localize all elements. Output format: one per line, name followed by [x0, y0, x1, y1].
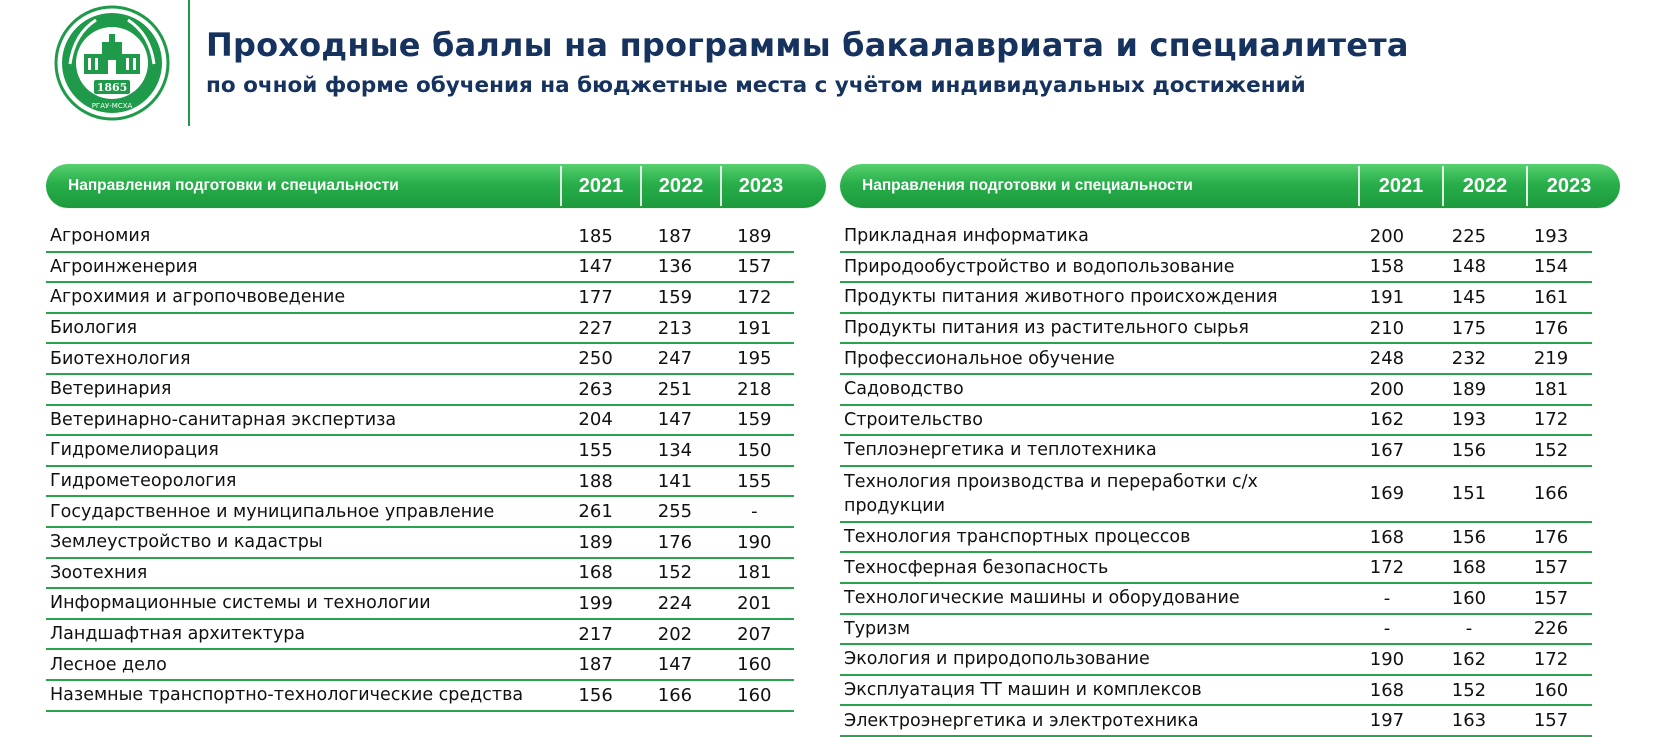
- score-2021: 210: [1369, 317, 1405, 339]
- table-row: [840, 467, 1592, 523]
- score-2021: 227: [578, 317, 613, 339]
- score-2023: 218: [737, 378, 772, 400]
- table-row: [46, 650, 794, 681]
- score-2023: 193: [1533, 225, 1569, 247]
- score-2022: 162: [1451, 648, 1487, 670]
- score-2021: 204: [578, 409, 613, 431]
- score-2022: 213: [657, 317, 693, 339]
- table-row: [840, 584, 1592, 615]
- score-2021: 190: [1369, 648, 1405, 670]
- score-2023: 172: [1533, 409, 1569, 431]
- score-2022: 147: [657, 654, 693, 676]
- score-2023: 190: [737, 531, 772, 553]
- score-2022: 151: [1451, 483, 1487, 505]
- page-title: Проходные баллы на программы бакалавриата и специалитета: [206, 26, 1409, 64]
- score-2021: 158: [1369, 256, 1405, 278]
- score-2023: 150: [737, 439, 772, 461]
- program-name: Гидромелиорация: [50, 440, 219, 461]
- program-name: Природообустройство и водопользование: [844, 256, 1235, 277]
- score-2023: 155: [737, 470, 772, 492]
- score-2021: -: [1383, 618, 1391, 640]
- score-2021: 188: [578, 470, 613, 492]
- score-2021: 197: [1369, 710, 1405, 732]
- score-2021: 217: [578, 623, 613, 645]
- program-name: Ветеринария: [50, 379, 172, 400]
- score-2021: 156: [578, 684, 613, 706]
- score-2022: 251: [657, 378, 693, 400]
- table-right-body: [840, 222, 1620, 737]
- score-2023: 181: [1533, 378, 1569, 400]
- university-logo-icon: [54, 4, 170, 122]
- score-2021: 169: [1369, 483, 1405, 505]
- program-name: Электроэнергетика и электротехника: [844, 710, 1199, 731]
- table-left-body: [46, 222, 826, 712]
- program-name: Ветеринарно-санитарная экспертиза: [50, 409, 397, 430]
- score-2022: 193: [1451, 409, 1487, 431]
- table-row: [46, 620, 794, 651]
- table-row: [46, 222, 794, 253]
- score-2021: 167: [1369, 439, 1405, 461]
- table-row: [46, 375, 794, 406]
- score-2022: 160: [1451, 587, 1487, 609]
- score-2022: 255: [657, 501, 693, 523]
- table-row: [840, 553, 1592, 584]
- score-2021: 263: [578, 378, 613, 400]
- score-2022: 136: [657, 256, 693, 278]
- table-row: [840, 523, 1592, 554]
- table-row: [840, 645, 1592, 676]
- table-row: [840, 706, 1592, 737]
- score-2023: 157: [1533, 587, 1569, 609]
- program-name: Эксплуатация ТТ машин и комплексов: [844, 680, 1202, 701]
- score-2021: 250: [578, 348, 613, 370]
- program-name: Продукты питания из растительного сырья: [844, 318, 1249, 339]
- score-2022: 166: [657, 684, 693, 706]
- score-2021: 261: [578, 501, 613, 523]
- score-2023: 207: [737, 623, 772, 645]
- program-name: Агрохимия и агропочвоведение: [50, 287, 346, 308]
- score-2022: 187: [657, 225, 693, 247]
- score-2023: 154: [1533, 256, 1569, 278]
- header-year-2023: 2023: [720, 166, 800, 206]
- table-right: [840, 164, 1620, 737]
- score-2023: 181: [737, 562, 772, 584]
- program-name: Садоводство: [844, 379, 964, 400]
- table-row: [840, 314, 1592, 345]
- score-2022: 156: [1451, 439, 1487, 461]
- score-2023: 176: [1533, 317, 1569, 339]
- score-2023: 172: [737, 286, 772, 308]
- table-right-header: [840, 164, 1620, 208]
- score-2021: 200: [1369, 225, 1405, 247]
- score-2023: 161: [1533, 286, 1569, 308]
- table-left-header: [46, 164, 826, 208]
- score-2023: 160: [1533, 679, 1569, 701]
- score-2021: 155: [578, 439, 613, 461]
- score-2021: 200: [1369, 378, 1405, 400]
- score-2022: 224: [657, 592, 693, 614]
- program-name: Профессиональное обучение: [844, 348, 1115, 369]
- program-name: Экология и природопользование: [844, 649, 1150, 670]
- table-row: [46, 559, 794, 590]
- score-2021: 172: [1369, 557, 1405, 579]
- score-2023: 195: [737, 348, 772, 370]
- table-row: [46, 283, 794, 314]
- score-2021: 177: [578, 286, 613, 308]
- score-2023: 172: [1533, 648, 1569, 670]
- score-2021: 168: [1369, 679, 1405, 701]
- score-2023: 160: [737, 654, 772, 676]
- score-2023: 191: [737, 317, 772, 339]
- table-row: [840, 615, 1592, 646]
- header-year-2023: 2023: [1526, 166, 1610, 206]
- table-row: [840, 283, 1592, 314]
- program-name: Лесное дело: [50, 654, 167, 675]
- score-2023: 166: [1533, 483, 1569, 505]
- score-2022: 175: [1451, 317, 1487, 339]
- table-row: [46, 344, 794, 375]
- program-name: Зоотехния: [50, 562, 148, 583]
- program-name: Агроинженерия: [50, 256, 198, 277]
- table-row: [46, 497, 794, 528]
- program-name: Техносферная безопасность: [844, 557, 1109, 578]
- table-row: [840, 222, 1592, 253]
- page-subtitle: по очной форме обучения на бюджетные места с учётом индивидуальных достижений: [206, 73, 1306, 98]
- table-row: [46, 528, 794, 559]
- score-2021: 248: [1369, 348, 1405, 370]
- header-name-column: Направления подготовки и специальности: [68, 177, 399, 194]
- score-2023: 157: [737, 256, 772, 278]
- header-year-2021: 2021: [1358, 166, 1442, 206]
- score-2022: 159: [657, 286, 693, 308]
- table-row: [46, 253, 794, 284]
- page-header: [0, 0, 1660, 130]
- score-2023: 226: [1533, 618, 1569, 640]
- table-row: [46, 589, 794, 620]
- program-name: Теплоэнергетика и теплотехника: [844, 440, 1157, 461]
- program-name: Биотехнология: [50, 348, 191, 369]
- score-2023: 152: [1533, 439, 1569, 461]
- table-row: [840, 253, 1592, 284]
- program-name: Технологические машины и оборудование: [844, 588, 1240, 609]
- program-name: Технология производства и переработки с/х продукции: [844, 471, 1258, 516]
- table-row: [46, 436, 794, 467]
- score-2021: 162: [1369, 409, 1405, 431]
- program-name: Прикладная информатика: [844, 226, 1089, 247]
- score-2021: 168: [578, 562, 613, 584]
- score-2022: 168: [1451, 557, 1487, 579]
- program-name: Туризм: [844, 618, 911, 639]
- logo-year: 1865: [96, 81, 128, 94]
- header-year-2022: 2022: [640, 166, 720, 206]
- score-2021: 185: [578, 225, 613, 247]
- header-year-2021: 2021: [560, 166, 640, 206]
- score-2021: -: [1383, 587, 1391, 609]
- table-row: [46, 406, 794, 437]
- score-2021: 168: [1369, 526, 1405, 548]
- score-2022: 148: [1451, 256, 1487, 278]
- table-row: [840, 676, 1592, 707]
- score-2022: 232: [1451, 348, 1487, 370]
- score-2023: 157: [1533, 557, 1569, 579]
- score-2022: 156: [1451, 526, 1487, 548]
- score-2021: 147: [578, 256, 613, 278]
- program-name: Строительство: [844, 409, 983, 430]
- score-2023: 219: [1533, 348, 1569, 370]
- header-year-2022: 2022: [1442, 166, 1526, 206]
- program-name: Землеустройство и кадастры: [50, 532, 323, 553]
- score-2022: 225: [1451, 225, 1487, 247]
- score-2022: 152: [1451, 679, 1487, 701]
- score-2022: -: [1465, 618, 1473, 640]
- score-2023: 201: [737, 592, 772, 614]
- score-2022: 147: [657, 409, 693, 431]
- table-row: [840, 344, 1592, 375]
- header-name-column: Направления подготовки и специальности: [862, 177, 1193, 194]
- table-row: [46, 467, 794, 498]
- program-name: Ландшафтная архитектура: [50, 624, 306, 645]
- score-2022: 145: [1451, 286, 1487, 308]
- program-name: Информационные системы и технологии: [50, 593, 431, 614]
- score-2021: 191: [1369, 286, 1405, 308]
- program-name: Гидрометеорология: [50, 471, 237, 492]
- program-name: Технология транспортных процессов: [844, 527, 1191, 548]
- score-2022: 247: [657, 348, 693, 370]
- program-name: Агрономия: [50, 226, 151, 247]
- table-left: [46, 164, 826, 712]
- score-2023: 176: [1533, 526, 1569, 548]
- score-2023: 189: [737, 225, 772, 247]
- score-2022: 189: [1451, 378, 1487, 400]
- program-name: Биология: [50, 318, 138, 339]
- program-name: Наземные транспортно-технологические средства: [50, 685, 524, 706]
- table-row: [46, 681, 794, 712]
- score-2022: 141: [657, 470, 693, 492]
- score-2022: 202: [657, 623, 693, 645]
- table-row: [46, 314, 794, 345]
- score-2023: 159: [737, 409, 772, 431]
- table-row: [840, 406, 1592, 437]
- table-row: [840, 436, 1592, 467]
- score-2023: 160: [737, 684, 772, 706]
- score-2022: 134: [657, 439, 693, 461]
- program-name: Продукты питания животного происхождения: [844, 287, 1278, 308]
- score-2021: 189: [578, 531, 613, 553]
- program-name: Государственное и муниципальное управление: [50, 501, 495, 522]
- logo-caption: РГАУ-МСХА: [91, 102, 133, 110]
- header-divider: [188, 0, 190, 126]
- score-2021: 199: [578, 592, 613, 614]
- score-2022: 163: [1451, 710, 1487, 732]
- score-2022: 176: [657, 531, 693, 553]
- score-2023: -: [751, 501, 758, 523]
- score-2022: 152: [657, 562, 693, 584]
- table-row: [840, 375, 1592, 406]
- score-2023: 157: [1533, 710, 1569, 732]
- score-2021: 187: [578, 654, 613, 676]
